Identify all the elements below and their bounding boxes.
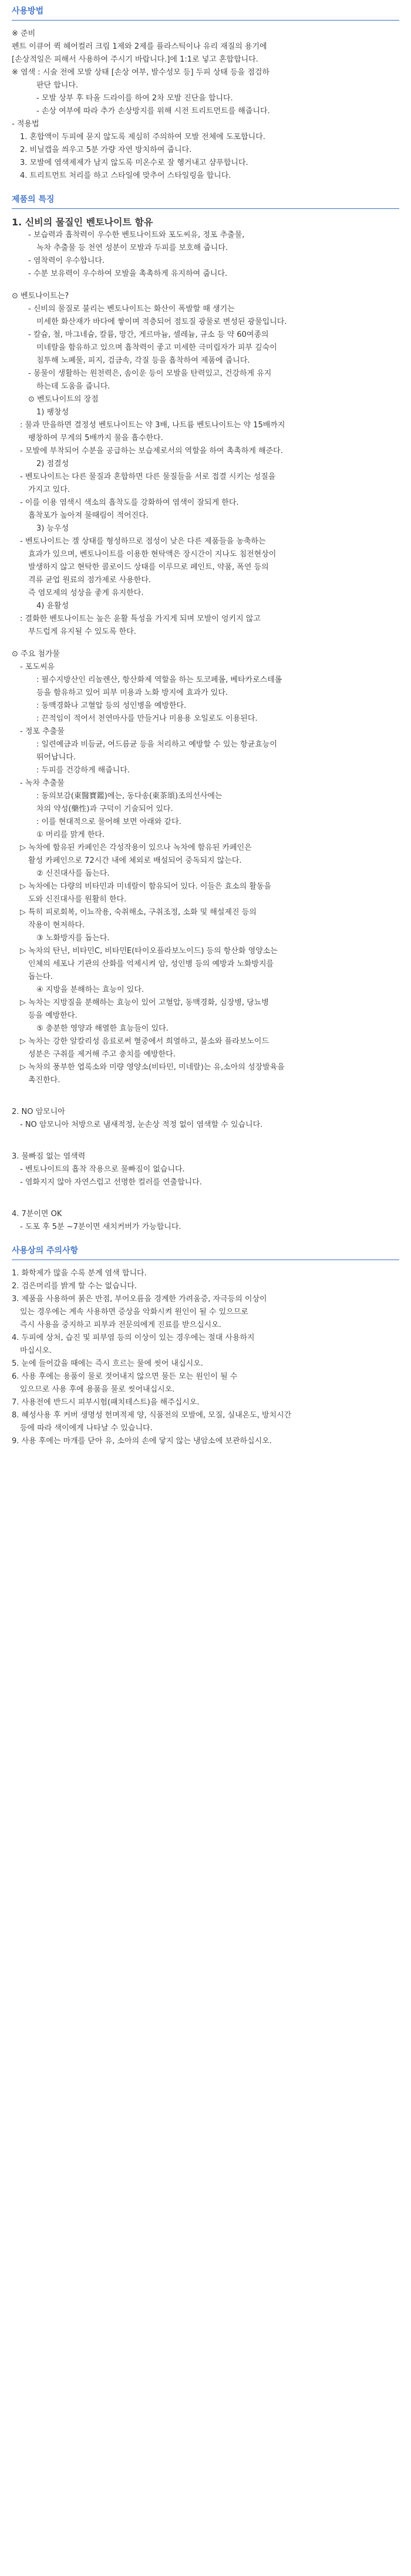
- text-line: 2) 점결성: [36, 460, 69, 468]
- usage-lines: [12, 28, 399, 183]
- text-line: 뛰어납니다.: [36, 753, 76, 762]
- text-line: : 끈적임이 적어서 천연마사를 만들거나 미용용 오일로도 이용된다.: [36, 714, 258, 723]
- text-line: - 도포 후 5분 ~7분이면 새치커버가 가능합니다.: [20, 1223, 181, 1231]
- text-line: 4. 두피에 상처, 습진 및 피부염 등의 이상이 있는 경우에는 절대 사용하지: [12, 1333, 255, 1342]
- text-line: ※ 준비: [12, 29, 36, 38]
- text-line: ※ 염색 : 시술 전에 모발 상태 [손상 여부, 발수성모 등] 두피 상태 등을 점검하: [12, 68, 270, 77]
- text-line: 인체의 세포나 기관의 산화를 억제시켜 암, 성인병 등의 예방과 노화방지를: [28, 960, 274, 968]
- text-line: 등을 함유하고 있어 피부 미용과 노화 방지에 효과가 있다.: [36, 688, 228, 697]
- text-line: ⊙ 벤토나이트의 장점: [28, 395, 99, 404]
- text-line: : 동의보감(東醫寶鑑)에는, 동다송(東茶頌)조의선사에는: [36, 792, 223, 801]
- text-line: 등에 따라 색이에게 나타날 수 있습니다.: [20, 1424, 153, 1433]
- text-line: 7. 사용전에 반드시 피부시험(패치테스트)을 해주십시오.: [12, 1398, 200, 1407]
- text-line: 1. 신비의 물질인 벤토나이트 함유: [12, 217, 153, 228]
- text-line: : 두피를 건강하게 해줍니다.: [36, 766, 130, 775]
- text-line: ② 신진대사를 돕는다.: [36, 869, 110, 878]
- text-line: - 신비의 물질로 불리는 벤토나이트는 화산이 폭발할 때 생기는: [28, 305, 235, 313]
- text-line: ③ 노화방지를 돕는다.: [36, 934, 110, 943]
- features-lines: [12, 216, 399, 1234]
- spacer: [12, 1141, 399, 1150]
- text-line: - 칼슘, 철, 마그네슘, 칼륨, 망간, 게르마늄, 셀레늄, 규소 등 약 60여종의: [28, 330, 269, 339]
- text-line: 2. NO 암모니아: [12, 1108, 65, 1116]
- text-line: 효과가 있으며, 벤토나이트를 이용한 현탁액은 장시간이 지나도 침전현상이: [28, 550, 277, 559]
- text-line: - 적용법: [12, 120, 39, 129]
- text-line: 5. 눈에 들어갔을 때에는 즉시 흐르는 물에 씻어 내십시오.: [12, 1359, 203, 1368]
- features-divider: [12, 208, 399, 209]
- spacer: [12, 1132, 399, 1141]
- text-line: ▷ 녹차의 탄닌, 비타민C, 비타민E(타이오플라보노이드) 등의 항산화 영양소는: [20, 947, 278, 956]
- text-line: 마십시오.: [20, 1346, 52, 1355]
- spacer: [12, 1198, 399, 1208]
- text-line: 2. 비닐캡을 씌우고 5분 가량 자연 방치하여 줍니다.: [20, 146, 192, 154]
- usage-title: 사용방법: [12, 6, 44, 16]
- text-line: 펜트 이큐어 퀵 헤어컬러 크림 1제와 2제를 플라스틱이나 유리 재질의 용기에: [12, 42, 267, 51]
- text-line: 녹차 추출물 등 천연 성분이 모발과 두피를 보호해 줍니다.: [36, 244, 228, 252]
- spacer: [12, 281, 399, 290]
- text-line: 있는 경우에는 계속 사용하면 증상을 악화시켜 원인이 될 수 있으므로: [20, 1308, 248, 1316]
- text-line: : 동맥경화나 고혈압 등의 성인병을 예방한다.: [36, 701, 187, 710]
- text-line: 8. 혜성사용 후 커버 생명성 헌며적제 양, 식품전의 모발에, 모질, 실내온도, 방치시간: [12, 1411, 292, 1420]
- text-line: 팽창하여 무게의 5배까지 물을 흡수한다.: [28, 434, 163, 443]
- text-line: - 염화지지 않아 자연스럽고 선명한 컬러를 연출합니다.: [20, 1178, 202, 1187]
- precautions-lines: [12, 1267, 399, 1448]
- text-line: - 벤토나이트는 겔 상태를 형성하므로 점성이 낮은 다른 제품들을 농축하는: [20, 537, 266, 546]
- text-line: 3. 제품을 사용하여 붉은 반점, 부어오름을 경계한 가려움증, 자극등의 이상이: [12, 1295, 267, 1304]
- text-line: 4) 윤활성: [36, 602, 69, 610]
- text-line: ▷ 녹차에 함유된 카페인은 각성작용이 있으나 녹차에 함유된 카페인은: [20, 843, 252, 852]
- text-line: 1) 팽창성: [36, 408, 69, 417]
- text-line: ⊙ 주요 첨가물: [12, 650, 60, 659]
- text-line: 1. 화학제가 많을 수록 분계 염색 합니다.: [12, 1269, 147, 1278]
- text-line: - 손상 여부에 따라 추가 손상방지를 위해 시전 트리트먼트를 해줍니다.: [36, 107, 270, 116]
- text-line: ▷ 녹차에는 다량의 비타민과 미네랄이 함유되어 있다. 이들은 효소의 활동을: [20, 882, 272, 891]
- text-line: 돕는다.: [28, 973, 53, 981]
- text-line: - 정포 추출물: [20, 727, 65, 736]
- text-line: ▷ 특히 피로회복, 이뇨작용, 숙취해소, 구취조정, 소화 및 해설제진 등의: [20, 908, 257, 917]
- text-line: 3) 능우성: [36, 524, 69, 533]
- text-line: : 필수지방산인 리놀렌산, 항산화제 역할을 하는 토코페롤, 베타카로스테롤: [36, 676, 282, 684]
- text-line: 4. 트리트먼트 처리를 하고 스타일에 맞추어 스타일링을 합니다.: [20, 171, 231, 180]
- text-line: 즉시 사용을 중지하고 피부과 전문의에게 진료를 받으십시오.: [20, 1321, 221, 1329]
- features-title: 제품의 특징: [12, 195, 55, 204]
- text-line: 판단 합니다.: [36, 81, 79, 90]
- text-line: 흡착포가 높아져 물때림이 적어진다.: [28, 511, 149, 520]
- text-line: - 수분 보유력이 우수하여 모발을 촉촉하게 유지하여 줍니다.: [28, 269, 228, 278]
- text-line: 활성 카페인으로 72시간 내에 체외로 배설되어 중독되지 않는다.: [28, 856, 242, 865]
- text-line: 부드럽게 유지될 수 있도록 한다.: [28, 627, 136, 636]
- text-line: 2. 검은머리를 밝게 할 수는 없습니다.: [12, 1282, 137, 1291]
- precautions-title: 사용상의 주의사항: [12, 1246, 79, 1255]
- text-line: - 이를 이용 염색시 색소의 흡착도를 강화하여 염색이 잘되게 한다.: [20, 498, 239, 507]
- text-line: 침투해 노폐물, 피지, 검금속, 각질 등을 흡착하여 제품에 줍니다.: [36, 356, 250, 365]
- text-line: ▷ 녹차는 지방질을 분해하는 효능이 있어 고혈압, 동맥경화, 심장병, 당뇨병: [20, 998, 269, 1007]
- text-line: ▷ 녹차의 풍부한 엽록소와 미량 영양소(비타민, 미네랄)는 유,소아의 성장발육을: [20, 1063, 285, 1072]
- text-line: 격류 균업 원료의 점가제로 사용한다.: [28, 576, 151, 585]
- features-section: [0, 188, 411, 1240]
- text-line: 발생하지 않고 현탁한 콜로이드 상태를 이루므로 페인트, 약품, 폭연 등의: [28, 563, 269, 572]
- text-line: 차의 약성(藥性)과 구덕이 기술되어 있다.: [36, 805, 173, 813]
- usage-divider: [12, 20, 399, 21]
- text-line: 작용이 현저하다.: [28, 921, 85, 930]
- text-line: [손상적일은 피해서 사용하여 주시기 바랍니다.]에 1:1로 넣고 혼합합니다.: [12, 55, 258, 64]
- text-line: : 결화한 벤토나이트는 높은 윤활 특성을 가지게 되며 모발이 엉키지 않고: [20, 615, 261, 623]
- text-line: - 벤토나이트는 다른 물질과 혼합하면 다른 물질들을 서로 접결 시키는 성질을: [20, 472, 276, 481]
- text-line: ⊙ 벤토나이트는?: [12, 292, 69, 301]
- spacer: [12, 639, 399, 648]
- text-line: - 녹차 추출물: [20, 779, 65, 788]
- text-line: 6. 사용 후에는 용품이 물로 젓어내지 않으면 물든 모는 원인이 될 수: [12, 1372, 238, 1381]
- text-line: : 이를 현대적으로 물어해 보면 아래와 같다.: [36, 818, 181, 826]
- text-line: 즉 염모제의 성상을 좋게 유지한다.: [28, 589, 144, 597]
- text-line: ④ 지방을 분해하는 효능이 있다.: [36, 985, 144, 994]
- text-line: ① 머리를 맑게 한다.: [36, 830, 105, 839]
- text-line: 3. 물빠짐 없는 염색력: [12, 1152, 86, 1161]
- text-line: : 일련예금과 비듬균, 여드름균 등을 처리하고 예방할 수 있는 항균효능이: [36, 740, 277, 749]
- text-line: 등을 예방한다.: [28, 1011, 78, 1020]
- text-line: - 모발에 부착되어 수분을 공급하는 보습제로서의 역할을 하여 촉촉하게 해준다.: [20, 447, 283, 455]
- text-line: 1. 혼합액이 두피에 묻지 않도록 제심히 주의하여 모발 전체에 도포합니다.: [20, 133, 265, 141]
- text-line: 미세한 화산재가 바다에 쌓이며 적층되어 점토질 광물로 변성된 광물입니다.: [36, 318, 287, 326]
- usage-section: [0, 0, 411, 188]
- text-line: - 모발 상부 후 타올 드라이를 하여 2차 모발 진단을 합니다.: [36, 94, 233, 103]
- text-line: - 몽물이 생활하는 원천력은, 솜이운 등이 모발을 탄력있고, 건강하게 유지: [28, 369, 272, 378]
- spacer: [12, 1087, 399, 1096]
- text-line: - 보습력과 흡착력이 우수한 벤토나이트와 포도씨유, 정포 추출물,: [28, 231, 245, 239]
- text-line: - 염착력이 우수합니다.: [28, 256, 105, 265]
- text-line: ▷ 녹차는 강한 알칼리성 음료로써 혈중에서 희열하고, 불소와 플라보노이드: [20, 1037, 269, 1046]
- spacer: [12, 1096, 399, 1106]
- text-line: : 물과 만을하면 결정성 벤토나이트는 약 3배, 나트륨 벤토나이트는 약 15배까지: [20, 421, 285, 430]
- text-line: 9. 사용 후에는 마개를 닫아 유, 소아의 손에 닿지 않는 냉암소에 보관하십시오.: [12, 1437, 272, 1446]
- text-line: - NO 암모니아 처방으로 냄새적정, 눈손상 적정 없이 염색할 수 있습니다.: [20, 1120, 263, 1129]
- text-line: 하는데 도움을 줍니다.: [36, 382, 110, 391]
- text-line: 촉진한다.: [28, 1076, 60, 1085]
- text-line: 도와 신진대사를 원활히 한다.: [28, 895, 127, 904]
- precautions-section: [0, 1240, 411, 1454]
- text-line: ⑤ 충분한 영양과 해열한 효능들이 있다.: [36, 1024, 169, 1033]
- text-line: - 벤토나이트의 흡착 작용으로 물빠짐이 없습니다.: [20, 1165, 185, 1174]
- text-line: 3. 모발에 염색제제가 남지 않도록 미온수로 잘 헹거내고 샴푸합니다.: [20, 158, 248, 167]
- text-line: 가지고 있다.: [28, 485, 70, 494]
- text-line: 미네랄을 함유하고 있으며 흡착력이 좋고 미세한 극미립자가 피부 깊숙이: [36, 343, 277, 352]
- text-line: 성분은 구취를 제거해 주고 충치를 예방한다.: [28, 1050, 176, 1059]
- text-line: - 포도씨유: [20, 663, 55, 671]
- text-line: 4. 7분이면 OK: [12, 1210, 62, 1218]
- text-line: 있으므로 사용 후에 용품을 물로 씻어내십시오.: [20, 1385, 175, 1394]
- spacer: [12, 1189, 399, 1198]
